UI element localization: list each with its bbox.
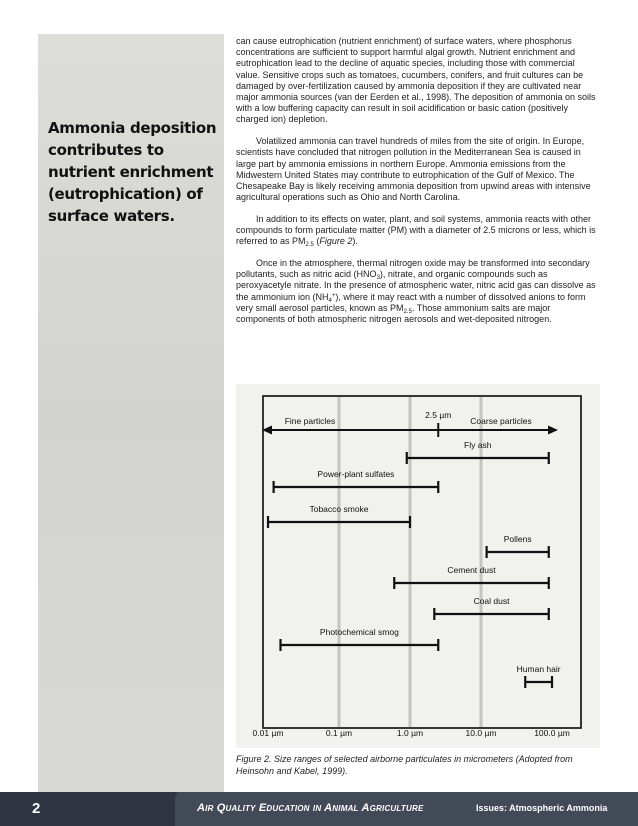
paragraph-4-text-4: . Those ammonium salts are major components of both atmospheric nitrogen aerosols and wet-deposited nitrogen. <box>236 302 552 324</box>
paragraph-1: can cause eutrophication (nutrient enrichment) of surface waters, where phosphorus concentrations are sufficient to support harmful algal growth. Nutrient enrichment and eutrophication lead to the decline of aquatic species, including those with commercial value. Sensitive crops such as tomatoes, cucumbers, conifers, and fruit cultures can be damaged by over-fertilization caused by ammonia deposition if they are cultivated near major ammonia sources (van der Eerden et al., 1998). The deposition of ammonia on soils with a low buffering capacity can result in soil acidification or basic cation (positively charged ion) depletion. <box>236 36 596 125</box>
figure-caption: Figure 2. Size ranges of selected airborne particulates in micrometers (Adopted from Heinsohn and Kabel, 1999). <box>236 754 573 776</box>
x-tick-label-1: 0.1 µm <box>325 728 353 738</box>
region-label-coarse: Coarse particles <box>470 416 532 426</box>
pm-subscript: 2.5 <box>305 242 314 249</box>
page-number: 2 <box>32 800 41 817</box>
paragraph-4 <box>236 258 600 325</box>
range-label-5: Coal dust <box>473 596 510 606</box>
paragraph-3-text: In addition to its effects on water, plant, and soil systems, ammonia reacts with other compounds to form particulate matter (PM) with a diameter of 2.5 microns or less, which is referred to as PM <box>236 213 596 247</box>
range-label-7: Human hair <box>516 664 561 674</box>
footer <box>0 792 638 826</box>
paragraph-2: Volatilized ammonia can travel hundreds of miles from the site of origin. In Europe, scientists have concluded that nitrogen pollution in the Mediterranean Sea is caused in large part by ammonia emissions in northern Europe. Ammonia emissions from the Midwestern United States may contribute to eutrophication of the Gulf of Mexico. The Chesapeake Bay is likely receiving ammonia deposition from upwind areas with intensive agricultural operations such as Ohio and North Carolina. <box>236 136 591 203</box>
paragraph-4-text-2: ), nitrate, and organic compounds such as peroxyacetyle nitrate. In the presence of atmospheric water, nitric acid gas can dissolve as the ammonium ion (NH <box>236 269 596 302</box>
paragraph-3-text-3: ). <box>352 236 358 247</box>
paragraph-3 <box>236 214 600 248</box>
range-label-3: Pollens <box>503 534 532 544</box>
issue-title: Issues: Atmospheric Ammonia <box>476 803 608 813</box>
figure-2 <box>236 384 600 748</box>
hno3-subscript: 3 <box>376 275 380 282</box>
paragraph-4-text-3: ), where it may react with a number of dissolved anions to form very small aerosol particles, known as PM <box>236 291 586 313</box>
nh4-superscript: + <box>331 292 336 299</box>
pm-subscript-2: 2.5 <box>403 308 412 315</box>
body-text <box>236 36 600 336</box>
region-label-fine: Fine particles <box>284 416 336 426</box>
x-tick-label-0: 0.01 µm <box>252 728 284 738</box>
footer-tab <box>0 792 175 826</box>
paragraph-3-text-2: ( <box>313 236 320 247</box>
range-label-1: Power-plant sulfates <box>317 469 395 479</box>
x-tick-label-3: 10.0 µm <box>465 728 497 738</box>
paragraph-4-text: Once in the atmosphere, thermal nitrogen oxide may be transformed into secondary pollutants, such as nitric acid (HNO <box>236 257 590 280</box>
range-label-2: Tobacco smoke <box>309 504 369 514</box>
range-label-0: Fly ash <box>464 440 492 450</box>
x-tick-label-2: 1.0 µm <box>396 728 424 738</box>
chart-frame <box>263 396 581 728</box>
range-label-6: Photochemical smog <box>319 627 399 637</box>
particle-size-chart <box>236 384 600 748</box>
marker-label: 2.5 µm <box>425 410 452 420</box>
figure-reference: Figure 2 <box>319 236 353 247</box>
publication-title: Air Quality Education in Animal Agriculture <box>197 802 424 814</box>
nh4-subscript: 4 <box>328 297 332 304</box>
range-label-4: Cement dust <box>447 565 496 575</box>
x-tick-label-4: 100.0 µm <box>534 728 570 738</box>
pull-quote: Ammonia deposition contributes to nutrient enrichment (eutrophication) of surface waters. <box>48 119 217 225</box>
footer-tab-wedge <box>160 792 178 826</box>
